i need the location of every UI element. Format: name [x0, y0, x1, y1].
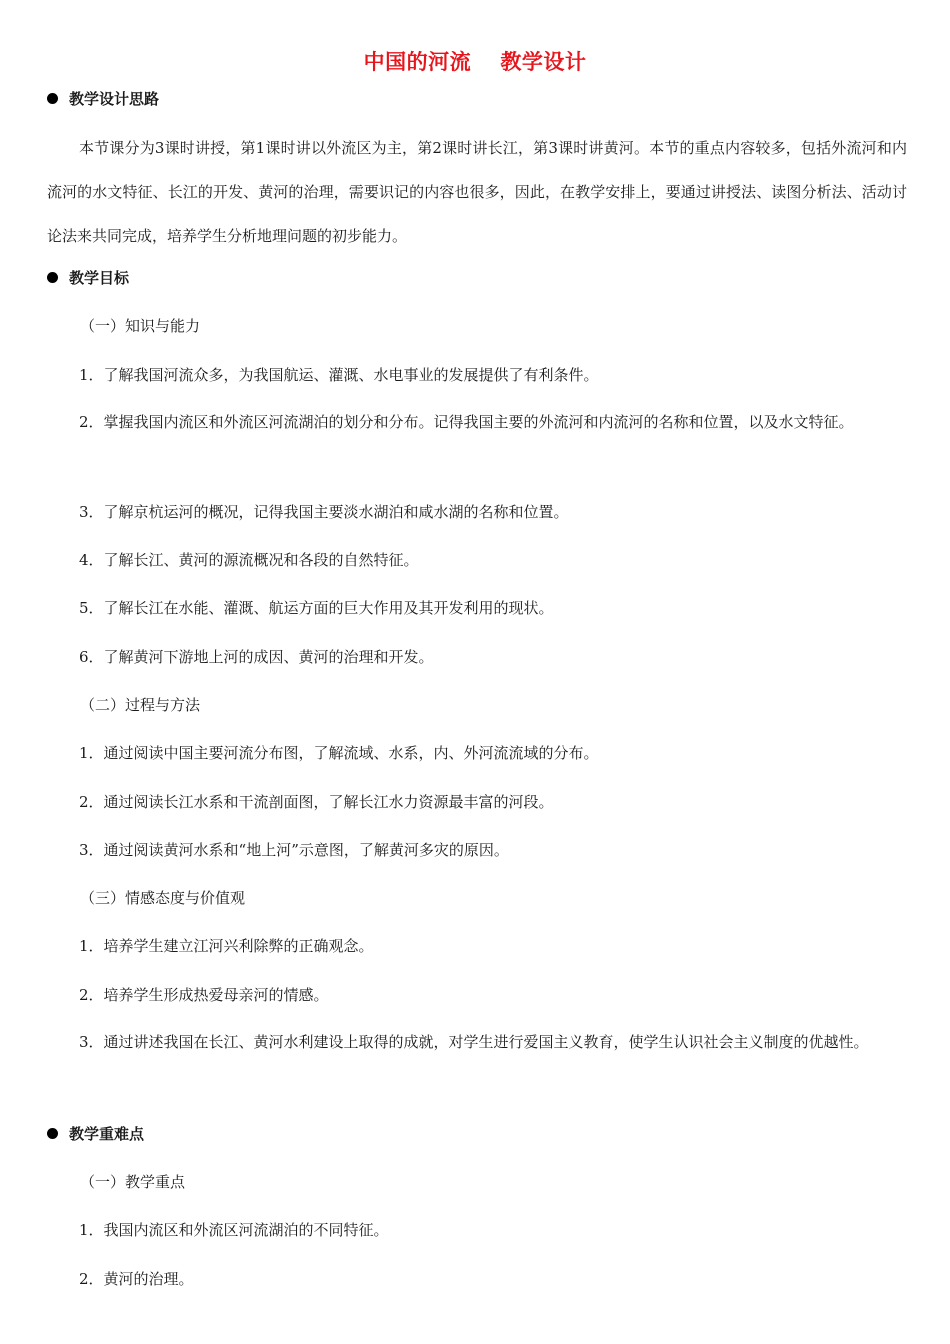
list-item: 4．了解长江、黄河的源流概况和各段的自然特征。	[79, 551, 419, 569]
bullet-icon	[47, 93, 58, 104]
list-item: 2．掌握我国内流区和外流区河流湖泊的划分和分布。记得我国主要的外流河和内流河的名称和位置，以及水文特征。	[79, 413, 854, 431]
list-item: 6．了解黄河下游地上河的成因、黄河的治理和开发。	[79, 648, 434, 666]
subsection-attitude-values: （三）情感态度与价值观	[80, 889, 246, 907]
design-approach-paragraph: 本节课分为3课时讲授，第1课时讲以外流区为主，第2课时讲长江，第3课时讲黄河。本节的重点内容较多，包括外流河和内流河的水文特征、长江的开发、黄河的治理，需要识记的内容也很多，因此，在教学安排上，要通过讲授法、读图分析法、活动讨论法来共同完成，培养学生分析地理问题的初步能力。	[47, 139, 907, 245]
bullet-icon	[47, 272, 58, 283]
subsection-teaching-focus: （一）教学重点	[80, 1173, 186, 1191]
subsection-process-method: （二）过程与方法	[80, 696, 201, 714]
list-item: 3．了解京杭运河的概况，记得我国主要淡水湖泊和咸水湖的名称和位置。	[79, 503, 569, 521]
list-item: 1．我国内流区和外流区河流湖泊的不同特征。	[79, 1221, 389, 1239]
list-item: 1．了解我国河流众多，为我国航运、灌溉、水电事业的发展提供了有利条件。	[79, 366, 599, 384]
list-item: 5．了解长江在水能、灌溉、航运方面的巨大作用及其开发利用的现状。	[79, 599, 554, 617]
bullet-icon	[47, 1128, 58, 1139]
list-item: 1．培养学生建立江河兴利除弊的正确观念。	[79, 937, 374, 955]
list-item: 3．通过阅读黄河水系和“地上河”示意图，了解黄河多灾的原因。	[79, 841, 509, 859]
section-heading-key-difficult-points: 教学重难点	[47, 1124, 144, 1144]
subsection-knowledge-ability: （一）知识与能力	[80, 317, 201, 335]
list-item: 2．黄河的治理。	[79, 1270, 194, 1288]
document-title: 中国的河流 教学设计	[363, 50, 587, 74]
list-item: 2．培养学生形成热爱母亲河的情感。	[79, 986, 329, 1004]
list-item: 2．通过阅读长江水系和干流剖面图，了解长江水力资源最丰富的河段。	[79, 793, 554, 811]
section-heading-design-approach: 教学设计思路	[47, 89, 159, 109]
list-item: 3．通过讲述我国在长江、黄河水利建设上取得的成就，对学生进行爱国主义教育，使学生认识社会主义制度的优越性。	[79, 1033, 869, 1051]
list-item: 1．通过阅读中国主要河流分布图，了解流域、水系，内、外河流流域的分布。	[79, 744, 599, 762]
section-heading-objectives: 教学目标	[47, 268, 129, 288]
